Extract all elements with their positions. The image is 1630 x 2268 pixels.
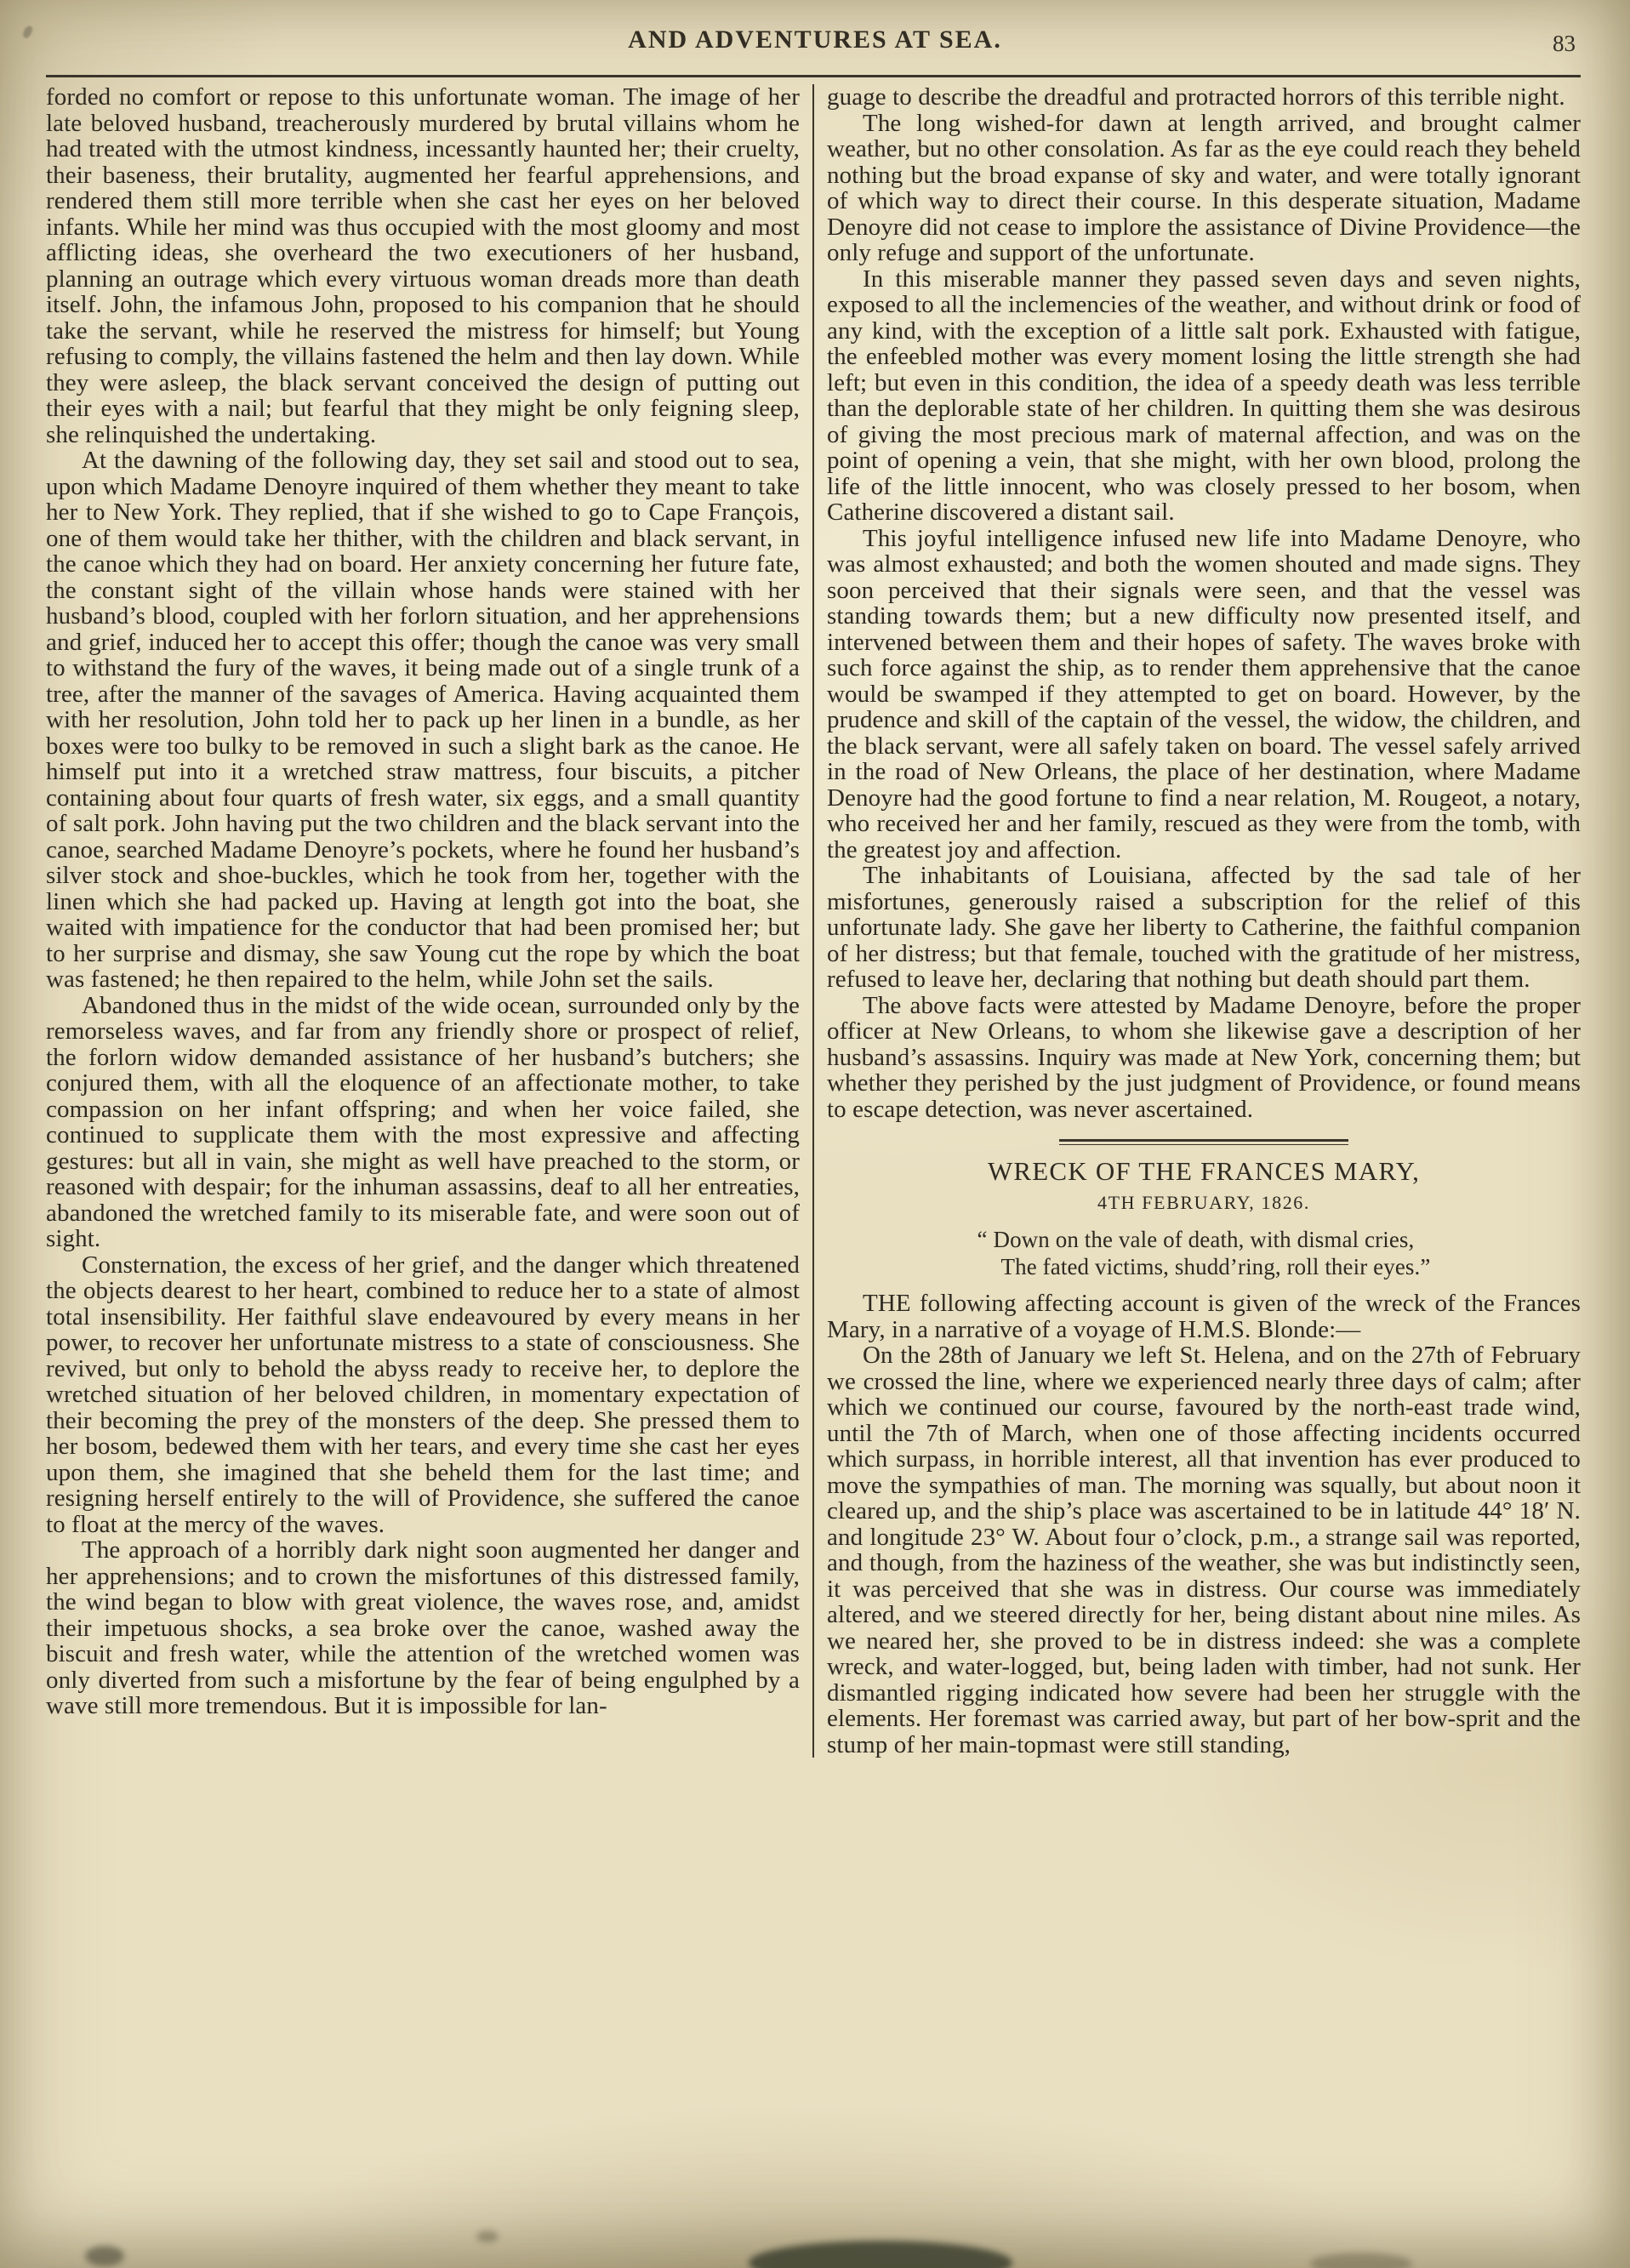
paragraph: guage to describe the dreadful and protracted horrors of this terrible night. [827,83,1565,111]
epigraph-line: The fated victims, shudd’ring, roll their eyes.” [1000,1254,1431,1279]
paragraph: Abandoned thus in the midst of the wide ocean, surrounded only by the remorseless waves, and far from any friendly shore or prospect of relief, the forlorn widow demanded assistance of her husband’s butchers; she conjured them, with all the eloquence of an affectionate mother, to take compassion on her infant offspring; and when her voice failed, she continued to supplicate them with the most expressive and affecting gestures: but all in vain, she might as well have preached to the storm, or reasoned with despair; for the inhuman assassins, deaf to all her entreaties, abandoned the wretched family to its miserable fate, and were soon out of sight. [46,991,800,1252]
paragraph: In this miserable manner they passed seven days and seven nights, exposed to all the inclemencies of the weather, and without drink or food of any kind, with the exception of a little salt pork. Exhausted with fatigue, the enfeebled mother was every moment losing the little strength she had left; but even in this condition, the idea of a speedy death was less terrible than the deplorable state of her children. In quitting them she was desirous of giving the most precious mark of maternal affection, and was on the point of opening a vein, that she might, with her own blood, prolong the life of the little innocent, who was closely pressed to her bosom, when Catherine discovered a distant sail. [827,265,1581,526]
page-stain [85,2246,124,2266]
left-column [46,84,800,1758]
paragraph: THE following affecting account is given of the wreck of the Frances Mary, in a narrative of a voyage of H.M.S. Blonde:— [827,1290,1581,1343]
right-column [827,84,1581,1758]
paragraph: This joyful intelligence infused new life into Madame Denoyre, who was almost exhausted; and both the women shouted and made signs. They soon perceived that their signals were seen, and that the vessel was standing towards them; but a new difficulty now presented itself, and intervened between them and their hopes of safety. The waves broke with such force against the ship, as to render them apprehensive that the canoe would be swamped if they attempted to get on board. However, by the prudence and skill of the captain of the vessel, the widow, the children, and the black servant, were all safely taken on board. The vessel safely arrived in the road of New Orleans, the place of her destination, where Madame Denoyre had the good fortune to find a near relation, M. Rougeot, a notary, who received her and her family, rescued as they were from the tomb, with the greatest joy and affection. [827,524,1581,863]
paragraph: The above facts were attested by Madame Denoyre, before the proper officer at New Orleans, to whom she likewise gave a description of her husband’s assassins. Inquiry was made at New York, concerning them; but whether they perished by the just judgment of Providence, or found means to escape detection, was never ascertained. [827,991,1581,1123]
paragraph: The long wished-for dawn at length arrived, and brought calmer weather, but no other consolation. As far as the eye could reach they beheld nothing but the broad expanse of sky and water, and were totally ignorant of which way to direct their course. In this desperate situation, Madame Denoyre did not cease to implore the assistance of Divine Providence—the only refuge and support of the unfortunate. [827,109,1581,266]
page-number: 83 [1553,31,1576,56]
epigraph-line: “ Down on the vale of death, with dismal cries, [977,1227,1415,1252]
page-stain [749,2241,1012,2268]
paragraph: Consternation, the excess of her grief, and the danger which threatened the objects dearest to her heart, combined to reduce her to a state of almost total insensibility. Her faithful slave endeavoured by every means in her power, to recover her unfortunate mistress to a state of consciousness. She revived, but only to behold the abyss ready to receive her, to deplore the wretched situation of her beloved children, in momentary expectation of their becoming the prey of the monsters of the deep. She pressed them to her bosom, bedewed them with her tears, and every time she cast her eyes upon them, she imagined that she beheld them for the last time; and resigning herself entirely to the will of Providence, she suffered the canoe to float at the mercy of the waves. [46,1251,800,1538]
paragraph: The inhabitants of Louisiana, affected by the sad tale of her misfortunes, generously raised a subscription for the relief of this unfortunate lady. She gave her liberty to Catherine, the faithful companion of her distress; but that female, touched with the gratitude of her mistress, refused to leave her, declaring that nothing but death should part them. [827,862,1581,993]
paragraph: On the 28th of January we left St. Helena, and on the 27th of February we crossed the line, where we experienced nearly three days of calm; after which we continued our course, favoured by the north-east trade wind, until the 7th of March, when one of those affecting incidents occurred which surpass, in horrible interest, all that invention has ever produced to move the sympathies of man. The morning was squally, but about noon it cleared up, and the ship’s place was ascertained to be in latitude 44° 18′ N. and longitude 23° W. About four o’clock, p.m., a strange sail was reported, and though, from the haziness of the weather, she was but indistinctly seen, it was perceived that she was in distress. Our course was immediately altered, and we steered directly for her, being distant about nine miles. As we neared her, she proved to be in distress indeed: she was a complete wreck, and water-logged, but, being laden with timber, had not sunk. Her dismantled rigging indicated how severe had been her struggle with the elements. Her foremast was carried away, but part of her bow-sprit and the stump of her main-topmast were still standing, [827,1342,1581,1758]
section-heading: WRECK OF THE FRANCES MARY, [987,1156,1421,1186]
section-date-line: 4TH FEBRUARY, 1826. [1097,1191,1311,1213]
running-title: AND ADVENTURES AT SEA. [628,26,1002,54]
header-rule [46,75,1581,77]
paragraph: At the dawning of the following day, they set sail and stood out to sea, upon which Madame Denoyre inquired of them whether they meant to take her to New York. They replied, that if she wished to go to Cape François, one of them would take her thither, with the children and black servant, in the canoe which they had on board. Her anxiety concerning her future fate, the constant sight of the villain whose hands were stained with her husband’s blood, coupled with her forlorn situation, and her apprehensions and grief, induced her to accept this offer; though the canoe was very small to withstand the fury of the waves, it being made out of a single trunk of a tree, after the manner of the savages of America. Having acquainted them with her resolution, John told her to pack up her linen in a bundle, as her boxes were too bulky to be removed in such a slight bark as the canoe. He himself put into it a wretched straw mattress, four biscuits, a pitcher containing about four quarts of fresh water, six eggs, and a small quantity of salt pork. John having put the two children and the black servant into the canoe, searched Madame Denoyre’s pockets, where he found her husband’s silver stock and shoe-buckles, which he took from her, together with the linen which she had packed up. Having at length got into the boat, she waited with impatience for the conductor that had been promised her; but to her surprise and dismay, she saw Young cut the rope by which the boat was fastened; he then repaired to the helm, while John set the sails. [46,447,800,993]
page-stain [1310,2253,1412,2268]
text-columns [46,84,1581,1758]
epigraph [977,1226,1431,1280]
paragraph: The approach of a horribly dark night soon augmented her danger and her apprehensions; and to crown the misfortunes of this distressed family, the wind began to blow with great violence, the waves rose, and, amidst their impetuous shocks, a sea broke over the canoe, washed away the biscuit and fresh water, while the attention of the wretched women was only diverted from such a misfortune by the fear of being engulphed by a wave still more tremendous. But it is impossible for lan- [46,1536,800,1719]
column-divider-rule [812,84,814,1758]
page-header [0,0,1630,66]
section-divider-rule [1059,1139,1348,1145]
page-stain [476,2231,499,2242]
paragraph: forded no comfort or repose to this unfortunate woman. The image of her late beloved husband, treacherously murdered by brutal villains whom he had treated with the utmost kindness, incessantly haunted her; their cruelty, their baseness, their brutality, augmented her fearful apprehensions, and rendered them still more terrible when she cast her eyes on her beloved infants. While her mind was thus occupied with the most gloomy and most afflicting ideas, she overheard the two executioners of her husband, planning an outrage which every virtuous woman dreads more than death itself. John, the infamous John, proposed to his companion that he should take the servant, while he reserved the mistress for himself; but Young refusing to comply, the villains fastened the helm and then lay down. While they were asleep, the black servant conceived the design of putting out their eyes with a nail; but fearful that they might be only feigning sleep, she relinquished the undertaking. [46,83,800,448]
